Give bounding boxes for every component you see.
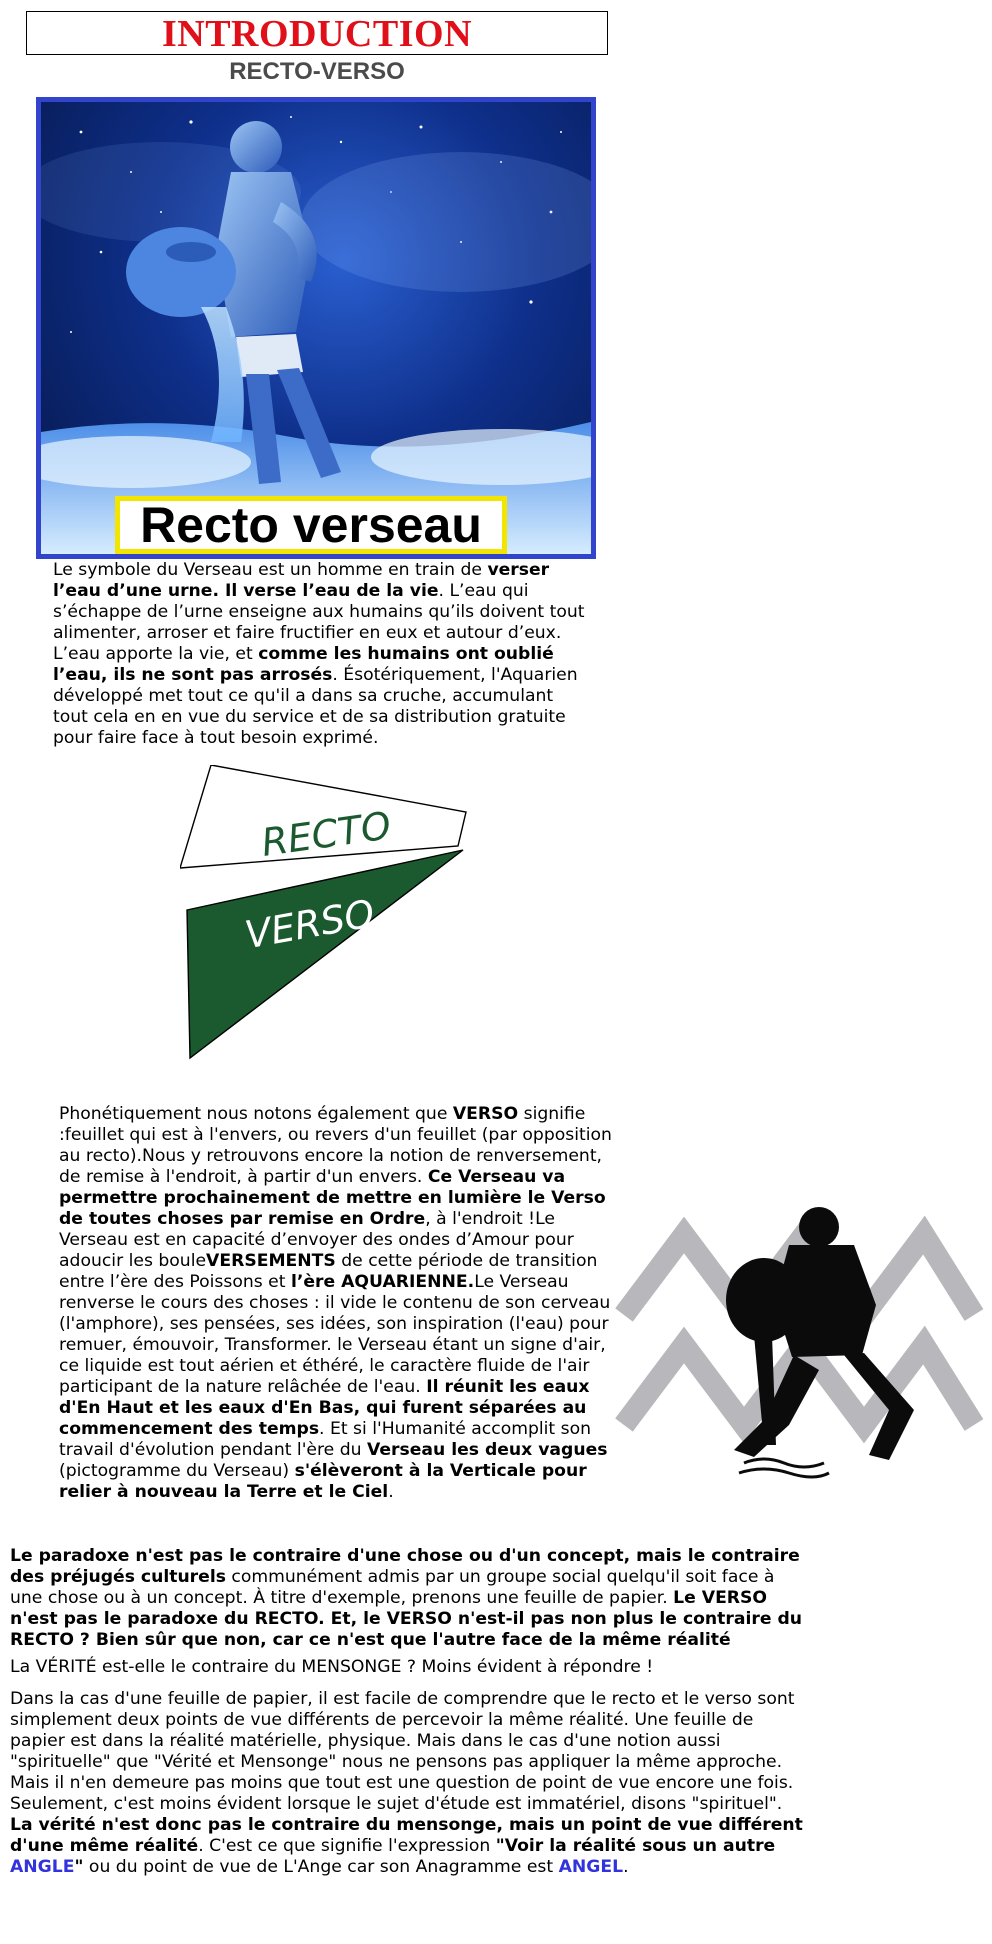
text-bold: VERSO	[452, 1104, 519, 1124]
paragraph-truth-lie	[10, 1689, 810, 1878]
text-run: Le symbole du Verseau est un homme en train de	[53, 560, 488, 580]
page-title: INTRODUCTION	[161, 13, 473, 55]
paragraph-truth-question: La VÉRITÉ est-elle le contraire du MENSONGE ? Moins évident à répondre !	[10, 1657, 654, 1677]
text-bold: l’ère AQUARIENNE.	[290, 1272, 475, 1292]
hero-caption: Recto verseau	[115, 496, 507, 554]
text-bold: comme les humains ont oublié l’eau, ils ne sont pas arrosés	[53, 644, 554, 685]
text-run: Phonétiquement nous notons également que	[59, 1104, 453, 1124]
page-subtitle: RECTO-VERSO	[229, 58, 405, 85]
angel-word: ANGEL	[558, 1857, 624, 1877]
paragraph-aquarius-symbol	[53, 560, 593, 749]
text-bold: Il réunit les eaux d'En Haut et les eaux d'En Bas, qui furent séparées au commencement des temps	[59, 1377, 590, 1439]
paragraph-verso	[59, 1104, 619, 1503]
text-bold: "	[74, 1857, 84, 1877]
verso-label: VERSO	[241, 891, 378, 958]
text-run: .	[623, 1857, 629, 1877]
text-run: ou du point de vue de L'Ange car son Anagramme est	[83, 1857, 559, 1877]
recto-verso-cards	[180, 765, 480, 1065]
text-run: , à l'endroit !Le Verseau est en capacité d’envoyer des ondes d’Amour pour adoucir les boule	[59, 1209, 574, 1271]
text-bold: Verseau les deux vagues	[367, 1440, 608, 1460]
text-run: (pictogramme du Verseau)	[59, 1461, 295, 1481]
text-bold: VERSEMENTS	[206, 1251, 336, 1271]
aquarius-glyph-image	[614, 1205, 984, 1485]
text-run: de cette période de transition entre l’ère des Poissons et	[59, 1251, 598, 1292]
paragraph-paradox	[10, 1546, 810, 1651]
aquarius-hero-image	[36, 97, 596, 559]
text-run: . L’eau qui s’échappe de l’urne enseigne aux humains qu’ils doivent tout alimenter, arroser et faire fructifier en eux et autour d’eux. L’eau apporte la vie, et	[53, 581, 585, 664]
text-bold: "Voir la réalité sous un autre	[495, 1836, 776, 1856]
text-bold: verser l’eau d’une urne. Il verse l’eau de la vie	[53, 560, 550, 601]
verso-card	[187, 850, 463, 1058]
text-run: . C'est ce que signifie l'expression	[198, 1836, 496, 1856]
text-run: signifie :feuillet qui est à l'envers, ou revers d'un feuillet (par opposition au recto).Nous y retrouvons encore la notion de renversement, de remise à l'endroit, à partir d'un envers.	[59, 1104, 612, 1187]
recto-label: RECTO	[258, 803, 394, 865]
text-bold: s'élèveront à la Verticale pour relier à nouveau la Terre et le Ciel	[59, 1461, 587, 1502]
text-bold: La vérité n'est donc pas le contraire du mensonge, mais un point de vue différent d'une même réalité	[10, 1815, 803, 1856]
aquarius-hero-illustration	[41, 102, 591, 554]
text-bold: Le paradoxe n'est pas le contraire d'une chose ou d'un concept, mais le contraire des préjugés culturels	[10, 1546, 800, 1587]
text-run: Dans la cas d'une feuille de papier, il est facile de comprendre que le recto et le verso sont simplement deux points de vue différents de percevoir la même réalité. Une feuille de papier est dans la réalité matérielle, physique. Mais dans le cas d'une notion aussi "spirituelle" que "Vérité et Mensonge" nous ne pensons pas appliquer la même approche. Mais il n'en demeure pas moins que tout est une question de point de vue encore une fois. Seulement, c'est moins évident lorsque le sujet d'étude est immatériel, disons "spirituel".	[10, 1689, 795, 1814]
title-box	[26, 11, 608, 55]
text-run: . Et si l'Humanité accomplit son travail d'évolution pendant l'ère du	[59, 1419, 591, 1460]
angle-word: ANGLE	[10, 1857, 75, 1877]
text-run: .	[388, 1482, 394, 1502]
text-run: Le Verseau renverse le cours des choses : il vide le contenu de son cerveau (l'amphore), ses pensées, ses idées, son inspiration (l'eau) pour remuer, émouvoir, Transformer. le Verseau étant un signe d'air, ce liquide est tout aérien et éthéré, le caractère fluide de l'air participant de la nature relâchée de l'eau.	[59, 1272, 611, 1397]
text-run: . Ésotériquement, l'Aquarien développé met tout ce qu'il a dans sa cruche, accumulant tout cela en en vue du service et de sa distribution gratuite pour faire face à tout besoin exprimé.	[53, 665, 578, 748]
text-bold: Le VERSO n'est pas le paradoxe du RECTO. Et, le VERSO n'est-il pas non plus le contraire du RECTO ? Bien sûr que non, car ce n'est que l'autre face de la même réalité	[10, 1588, 803, 1650]
text-bold: Ce Verseau va permettre prochainement de mettre en lumière le Verso de toutes choses par remise en Ordre	[59, 1167, 606, 1229]
text-run: communément admis par un groupe social quelqu'il soit face à une chose ou à un concept. À titre d'exemple, prenons une feuille de papier.	[10, 1567, 775, 1608]
